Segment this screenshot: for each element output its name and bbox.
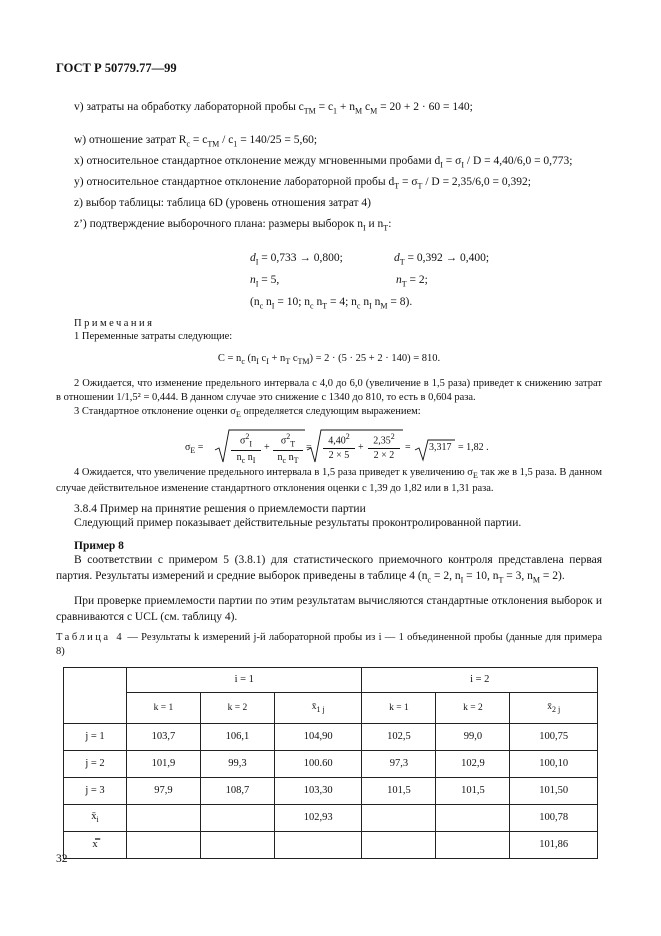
cell: 100,75	[510, 724, 598, 751]
col-header: k = 2	[200, 693, 274, 724]
cell	[362, 805, 436, 832]
item-y: y) относительное стандартное отклонение лабораторной пробы $d_T = \sigma_T / D = 2,35/6,0 = 0,392$;	[74, 176, 531, 191]
cell: 101,5	[362, 778, 436, 805]
notes-heading: Примечания	[74, 318, 155, 329]
cell: 103,30	[274, 778, 362, 805]
cell: 97,3	[362, 751, 436, 778]
formula-sigma: $\sigma_E$ = $\sigma^2_I$ $n_c$ $n_I$ + $\sigma^2_T$ $n_c$ $n_T$ = $4,40^2$ 2 × 5 + $2,35^2$ 2 × 2 = 3,317 = 1,82 .	[185, 424, 485, 472]
cell: 100,10	[510, 751, 598, 778]
plan-n-i: $n_I = 5$,	[250, 274, 280, 289]
col-header-mean-2j: $x̄_{2 j}$	[510, 693, 598, 724]
section-title: 3.8.4 Пример на принятие решения о приемлемости партии	[74, 503, 366, 515]
table-row-grand-mean	[64, 832, 598, 859]
cell	[274, 832, 362, 859]
cell: 99,0	[436, 724, 510, 751]
plan-d-t: $d_T = 0,392 \to 0,400$;	[394, 252, 490, 267]
row-label: j = 1	[64, 724, 127, 751]
table-row-mean-i	[64, 805, 598, 832]
table-caption: Таблица 4 — Результаты k измерений j-й лабораторной пробы из i — 1 объединенной пробы (данные для примера 8)	[56, 632, 602, 658]
col-header: k = 1	[127, 693, 201, 724]
cell: 99,3	[200, 751, 274, 778]
col-header-mean-1j: $x̄_{1 j}$	[274, 693, 362, 724]
note-3: 3 Стандартное отклонение оценки $\sigma_E$ определяется следующим выражением:	[74, 406, 421, 420]
item-z-prime: z’) подтверждение выборочного плана: размеры выборок $n_I$ и $n_T$:	[74, 218, 392, 233]
cell	[200, 805, 274, 832]
table-row	[64, 751, 598, 778]
cell: 100,78	[510, 805, 598, 832]
cell: 101,86	[510, 832, 598, 859]
cell: 100.60	[274, 751, 362, 778]
formula-cost: $C = n_c$ ($n_I$ $c_I + n_T$ $c_{TM}) = 2 \cdot (5 \cdot 25 + 2 \cdot 140) = 810$.	[217, 353, 441, 367]
cell: 104,90	[274, 724, 362, 751]
cell	[127, 805, 201, 832]
cell: 102,9	[436, 751, 510, 778]
example-heading: Пример 8	[74, 540, 124, 552]
cell: 101,5	[436, 778, 510, 805]
row-label: x̿	[64, 832, 127, 859]
cell	[436, 832, 510, 859]
group-header-i1: i = 1	[127, 668, 362, 693]
plan-n-t: $n_T = 2$;	[396, 274, 428, 289]
section-paragraph-2: При проверке приемлемости партии по этим результатам вычисляются стандартные отклонения выборок и сравниваются с UCL (см. таблицу 4).	[56, 595, 602, 623]
cell	[200, 832, 274, 859]
cell: 101,9	[127, 751, 201, 778]
note-4: 4 Ожидается, что увеличение предельного интервала в 1,5 раза приведет к увеличению $\sigma_E$ так же в 1,5 раза. В данном случае действительное изменение стандартного отклонения оценки с 1,39 до 1,82 или в 1,31 раза.	[56, 467, 603, 494]
item-w: w) отношение затрат $R_c = c_{ТМ} / c_1 = 140/25 = 5,60$;	[74, 134, 318, 149]
table-row	[64, 724, 598, 751]
col-header: k = 2	[436, 693, 510, 724]
cell: 106,1	[200, 724, 274, 751]
cell: 103,7	[127, 724, 201, 751]
cell: 102,93	[274, 805, 362, 832]
col-header: k = 1	[362, 693, 436, 724]
cell	[362, 832, 436, 859]
note-2: 2 Ожидается, что изменение предельного интервала с 4,0 до 6,0 (увеличение в 1,5 раза) приведет к снижению затрат в отношении 1/1,5² = 0,444. В данном случае это снижение с 1340 до 810, то есть в 0,604 раза.	[56, 378, 602, 404]
table-row	[64, 778, 598, 805]
table-corner	[64, 668, 127, 724]
note-1: 1 Переменные затраты следующие:	[74, 331, 233, 342]
plan-summary: ($n_c$ $n_I = 10$; $n_c$ $n_T = 4$; $n_c$ $n_I$ $n_M = 8$).	[250, 296, 413, 311]
cell	[127, 832, 201, 859]
cell: 102,5	[362, 724, 436, 751]
row-label: $x̄_i$	[64, 805, 127, 832]
document-header: ГОСТ Р 50779.77—99	[56, 61, 177, 75]
page-number: 32	[56, 853, 68, 865]
cell	[436, 805, 510, 832]
item-z: z) выбор таблицы: таблица 6D (уровень отношения затрат 4)	[74, 197, 371, 209]
item-v: v) затраты на обработку лабораторной пробы $c_{ТМ} = c_1 + n_М$ $c_М = 20 + 2 \cdot 60 = 140$;	[74, 101, 473, 116]
results-table	[63, 667, 598, 859]
section-paragraph-1: В соответствии с примером 5 (3.8.1) для статистического приемочного контроля представлена первая партия. Результаты измерений и средние выборок приведены в таблице 4 ($n_c = 2$, $n_I = 10$, $n_T = 3$, $n_M = 2$).	[56, 554, 602, 584]
plan-d-i: $d_I = 0,733 \to 0,800$;	[250, 252, 343, 267]
row-label: j = 3	[64, 778, 127, 805]
section-intro: Следующий пример показывает действительные результаты проконтролированной партии.	[74, 517, 522, 529]
group-header-i2: i = 2	[362, 668, 598, 693]
item-x: x) относительное стандартное отклонение между мгновенными пробами $d_I = \sigma_I / D = 4,40/6,0 = 0,773$;	[74, 155, 573, 170]
cell: 108,7	[200, 778, 274, 805]
cell: 97,9	[127, 778, 201, 805]
row-label: j = 2	[64, 751, 127, 778]
cell: 101,50	[510, 778, 598, 805]
